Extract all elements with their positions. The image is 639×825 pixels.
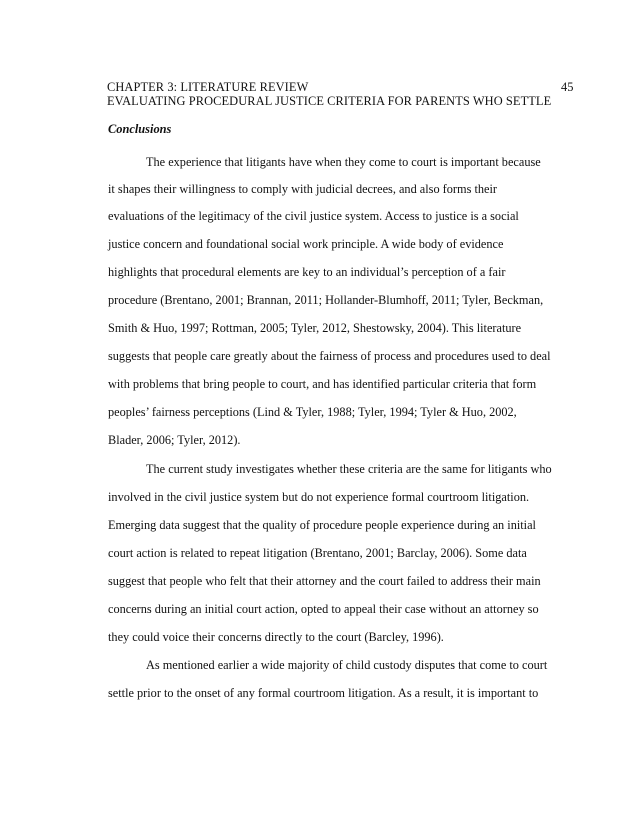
- paragraph-line: Smith & Huo, 1997; Rottman, 2005; Tyler, 2012, Shestowsky, 2004). This literature: [108, 321, 522, 335]
- page-number: 45: [561, 80, 574, 94]
- chapter-title: CHAPTER 3: LITERATURE REVIEW: [107, 80, 309, 94]
- running-title: EVALUATING PROCEDURAL JUSTICE CRITERIA FOR PARENTS WHO SETTLE: [107, 94, 552, 108]
- paragraph-line: procedure (Brentano, 2001; Brannan, 2011; Hollander-Blumhoff, 2011; Tyler, Beckman,: [108, 293, 544, 307]
- paragraph-line: Emerging data suggest that the quality of procedure people experience during an initial: [108, 518, 536, 532]
- paragraph-line: suggests that people care greatly about the fairness of process and procedures used to deal: [108, 349, 551, 363]
- paragraph-line: Blader, 2006; Tyler, 2012).: [108, 433, 241, 447]
- section-heading: Conclusions: [108, 122, 172, 136]
- paragraph-line: The experience that litigants have when they come to court is important because: [146, 155, 541, 169]
- paragraph-line: highlights that procedural elements are key to an individual’s perception of a fair: [108, 265, 506, 279]
- paragraph-line: they could voice their concerns directly to the court (Barcley, 1996).: [108, 630, 444, 644]
- paragraph-line: The current study investigates whether these criteria are the same for litigants who: [146, 462, 552, 476]
- paragraph-line: evaluations of the legitimacy of the civil justice system. Access to justice is a social: [108, 209, 519, 223]
- paragraph-line: involved in the civil justice system but do not experience formal courtroom litigation.: [108, 490, 530, 504]
- paragraph-line: As mentioned earlier a wide majority of child custody disputes that come to court: [146, 658, 548, 672]
- paragraph-line: peoples’ fairness perceptions (Lind & Tyler, 1988; Tyler, 1994; Tyler & Huo, 2002,: [108, 405, 517, 419]
- paragraph-line: it shapes their willingness to comply with judicial decrees, and also forms their: [108, 182, 497, 196]
- paragraph-line: court action is related to repeat litigation (Brentano, 2001; Barclay, 2006). Some data: [108, 546, 527, 560]
- paragraph-line: suggest that people who felt that their attorney and the court failed to address their main: [108, 574, 541, 588]
- paragraph-line: justice concern and foundational social work principle. A wide body of evidence: [108, 237, 504, 251]
- paragraph-line: with problems that bring people to court, and has identified particular criteria that form: [108, 377, 537, 391]
- paragraph-line: settle prior to the onset of any formal courtroom litigation. As a result, it is important to: [108, 686, 539, 700]
- paragraph-line: concerns during an initial court action, opted to appeal their case without an attorney so: [108, 602, 539, 616]
